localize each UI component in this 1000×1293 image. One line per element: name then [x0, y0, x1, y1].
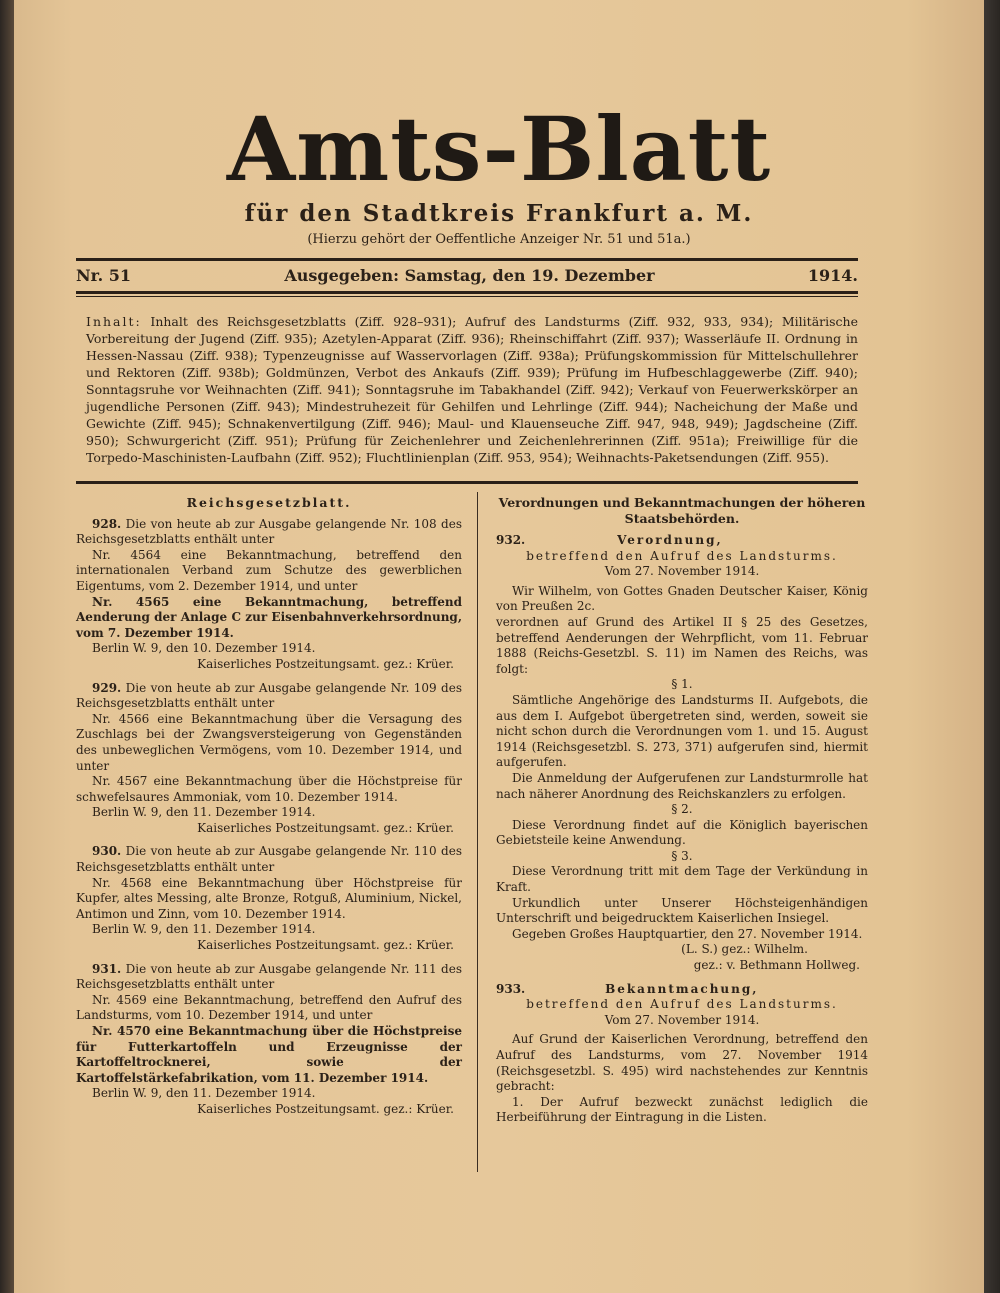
article-paragraph: Sämtliche Angehörige des Landsturms II. Aufgebots, die aus dem I. Aufgebot übergetreten sind, werden, soweit sie nicht schon durch die Verordnungen vom 1. und 15. August 1914 (Reichsgesetzbl. S. 273, 371) aufgerufen sind, hiermit aufgerufen.: [496, 692, 868, 770]
article-paragraph: Nr. 4564 eine Bekanntmachung, betreffend den internationalen Verband zum Schutze des gewerblichen Eigentums, vom 2. Dezember 1914, und unter: [76, 547, 462, 593]
article-intro: Die von heute ab zur Ausgabe gelangende Nr. 111 des Reichsgesetzblatts enthält unter: [76, 961, 462, 992]
article-intro: Die von heute ab zur Ausgabe gelangende Nr. 110 des Reichsgesetzblatts enthält unter: [76, 844, 462, 875]
issue-line: [76, 266, 858, 285]
article-place-date: Berlin W. 9, den 11. Dezember 1914.: [92, 1086, 316, 1101]
article-subtitle: betreffend den Aufruf des Landsturms.: [526, 548, 838, 563]
article-preamble: Wir Wilhelm, von Gottes Gnaden Deutscher Kaiser, König von Preußen 2c.: [496, 583, 868, 614]
scan-background-edge: [984, 0, 1000, 1293]
article-paragraph: Nr. 4566 eine Bekanntmachung über die Versagung des Zuschlags bei der Zwangsversteigerung von Gegenständen des unbeweglichen Vermögens, vom 10. Dezember 1914, und unter: [76, 711, 462, 773]
masthead-subtitle: für den Stadtkreis Frankfurt a. M.: [244, 200, 754, 227]
article-signature: (L. S.) gez.: Wilhelm.: [681, 942, 808, 957]
header-rule-top: [76, 258, 858, 261]
article-place-date: Berlin W. 9, den 11. Dezember 1914.: [92, 922, 316, 937]
article-number: 928.: [92, 516, 122, 531]
section-mark-2: § 2.: [671, 802, 693, 817]
masthead-title: Amts-Blatt: [226, 97, 772, 201]
article-929: [76, 681, 462, 837]
toc-text: Inhalt des Reichsgesetzblatts (Ziff. 928–931); Aufruf des Landsturms (Ziff. 932, 933, 934); Militärische Vorbereitung der Jugend (Ziff. 935); Azetylen-Apparat (Ziff. 936); Rheinschiffahrt (Ziff. 937); Wasserläufe II. Ordnung in Hessen-Nassau (Ziff. 938); Typenzeugnisse auf Wasservorlagen (Ziff. 938a); Prüfungskommission für Mittelschullehrer und Rektoren (Ziff. 938b); Goldmünzen, Verbot des Ankaufs (Ziff. 939); Prüfung im Hufbeschlaggewerbe (Ziff. 940); Sonntagsruhe vor Weihnachten (Ziff. 941); Sonntagsruhe im Tabakhandel (Ziff. 942); Verkauf von Feuerwerkskörper an jugendliche Personen (Ziff. 943); Mindestruhezeit für Gehilfen und Lehrlinge (Ziff. 944); Nacheichung der Maße und Gewichte (Ziff. 945); Schnakenvertilgung (Ziff. 946); Maul- und Klauenseuche Ziff. 947, 948, 949); Jagdscheine (Ziff. 950); Schwurgericht (Ziff. 951); Prüfung für Zeichenlehrer und Zeichenlehrerinnen (Ziff. 951a); Freiwillige für die Torpedo-Maschinisten-Laufbahn (Ziff. 952); Fluchtlinienplan (Ziff. 953, 954); Weihnachts-Paketsendungen (Ziff. 955).: [86, 314, 858, 465]
article-date: Vom 27. November 1914.: [604, 1012, 760, 1027]
article-subtitle: betreffend den Aufruf des Landsturms.: [526, 997, 838, 1012]
table-of-contents: [86, 313, 858, 466]
article-paragraph: Diese Verordnung tritt mit dem Tage der Verkündung in Kraft.: [496, 864, 868, 895]
article-given: Gegeben Großes Hauptquartier, den 27. November 1914.: [512, 926, 863, 941]
section-heading-verordnungen: Verordnungen und Bekanntmachungen der höheren Staatsbehörden.: [498, 495, 866, 526]
section-mark-3: § 3.: [671, 848, 693, 863]
article-place-date: Berlin W. 9, den 11. Dezember 1914.: [92, 805, 316, 820]
article-place-date: Berlin W. 9, den 10. Dezember 1914.: [92, 641, 316, 656]
article-number: 929.: [92, 680, 122, 695]
masthead-note: (Hierzu gehört der Oeffentliche Anzeiger Nr. 51 und 51a.): [307, 232, 691, 247]
article-signature: Kaiserliches Postzeitungsamt. gez.: Krüer.: [197, 1101, 454, 1116]
article-signature: Kaiserliches Postzeitungsamt. gez.: Krüer.: [197, 656, 454, 671]
article-paragraph: Nr. 4570 eine Bekanntmachung über die Höchstpreise für Futterkartoffeln und Erzeugnisse der Kartoffeltrocknerei, sowie der Kartoffelstärkefabrikation, vom 11. Dezember 1914.: [76, 1024, 462, 1085]
article-number: 932.: [496, 533, 526, 547]
article-932: [496, 533, 868, 974]
column-divider: [477, 492, 478, 1172]
contents-rule: [76, 481, 858, 484]
newspaper-page: [14, 0, 984, 1293]
issue-date: Ausgegeben: Samstag, den 19. Dezember: [284, 266, 655, 285]
article-title: Bekanntmachung,: [605, 981, 759, 996]
issue-number: Nr. 51: [76, 266, 131, 285]
article-signature: Kaiserliches Postzeitungsamt. gez.: Krüer.: [197, 820, 454, 835]
article-paragraph: 1. Der Aufruf bezweckt zunächst lediglich die Herbeiführung der Eintragung in die Listen.: [496, 1094, 868, 1125]
article-paragraph: Die Anmeldung der Aufgerufenen zur Landsturmrolle hat nach näherer Anordnung des Reichskanzlers zu erfolgen.: [496, 770, 868, 801]
right-column: [496, 495, 868, 1134]
header-rule-thin: [76, 296, 858, 297]
article-countersignature: gez.: v. Bethmann Hollweg.: [693, 958, 860, 973]
article-paragraph: Nr. 4568 eine Bekanntmachung über Höchstpreise für Kupfer, altes Messing, alte Bronze, Rotguß, Aluminium, Nickel, Antimon und Zinn, vom 10. Dezember 1914.: [76, 875, 462, 921]
issue-year: 1914.: [807, 266, 858, 285]
article-paragraph: Nr. 4567 eine Bekanntmachung über die Höchstpreise für schwefelsaures Ammoniak, vom 10. Dezember 1914.: [76, 774, 462, 804]
article-928: [76, 517, 462, 673]
book-binding-edge: [0, 0, 14, 1293]
article-paragraph: Diese Verordnung findet auf die Königlich bayerischen Gebietsteile keine Anwendung.: [496, 817, 868, 848]
article-paragraph: Auf Grund der Kaiserlichen Verordnung, betreffend den Aufruf des Landsturms, vom 27. November 1914 (Reichsgesetzbl. S. 495) wird nachstehendes zur Kenntnis gebracht:: [496, 1032, 868, 1094]
section-heading-reichsgesetzblatt: Reichsgesetzblatt.: [186, 495, 352, 510]
article-signature: Kaiserliches Postzeitungsamt. gez.: Krüer.: [197, 938, 454, 953]
article-intro: Die von heute ab zur Ausgabe gelangende Nr. 109 des Reichsgesetzblatts enthält unter: [76, 680, 462, 711]
left-column: [76, 495, 462, 1126]
article-paragraph: verordnen auf Grund des Artikel II § 25 des Gesetzes, betreffend Aenderungen der Wehrpflicht, vom 11. Februar 1888 (Reichs-Gesetzbl. S. 11) im Namen des Reichs, was folgt:: [496, 614, 868, 676]
article-paragraph: Urkundlich unter Unserer Höchsteigenhändigen Unterschrift und beigedrucktem Kaiserlichen Insiegel.: [496, 895, 868, 926]
article-paragraph: Nr. 4565 eine Bekanntmachung, betreffend Aenderung der Anlage C zur Eisenbahnverkehrsordnung, vom 7. Dezember 1914.: [76, 594, 462, 640]
article-933: [496, 982, 868, 1126]
article-title: Verordnung,: [617, 533, 723, 547]
article-930: [76, 844, 462, 953]
article-number: 931.: [92, 961, 122, 976]
article-number: 930.: [92, 844, 122, 859]
header-rule-bottom: [76, 291, 858, 294]
article-intro: Die von heute ab zur Ausgabe gelangende Nr. 108 des Reichsgesetzblatts enthält unter: [76, 516, 462, 547]
article-number: 933.: [496, 981, 526, 996]
article-paragraph: Nr. 4569 eine Bekanntmachung, betreffend den Aufruf des Landsturms, vom 10. Dezember 1914, und unter: [76, 992, 462, 1023]
article-date: Vom 27. November 1914.: [604, 564, 760, 579]
article-931: [76, 962, 462, 1118]
section-mark-1: § 1.: [671, 677, 693, 692]
toc-label: Inhalt:: [86, 314, 142, 329]
